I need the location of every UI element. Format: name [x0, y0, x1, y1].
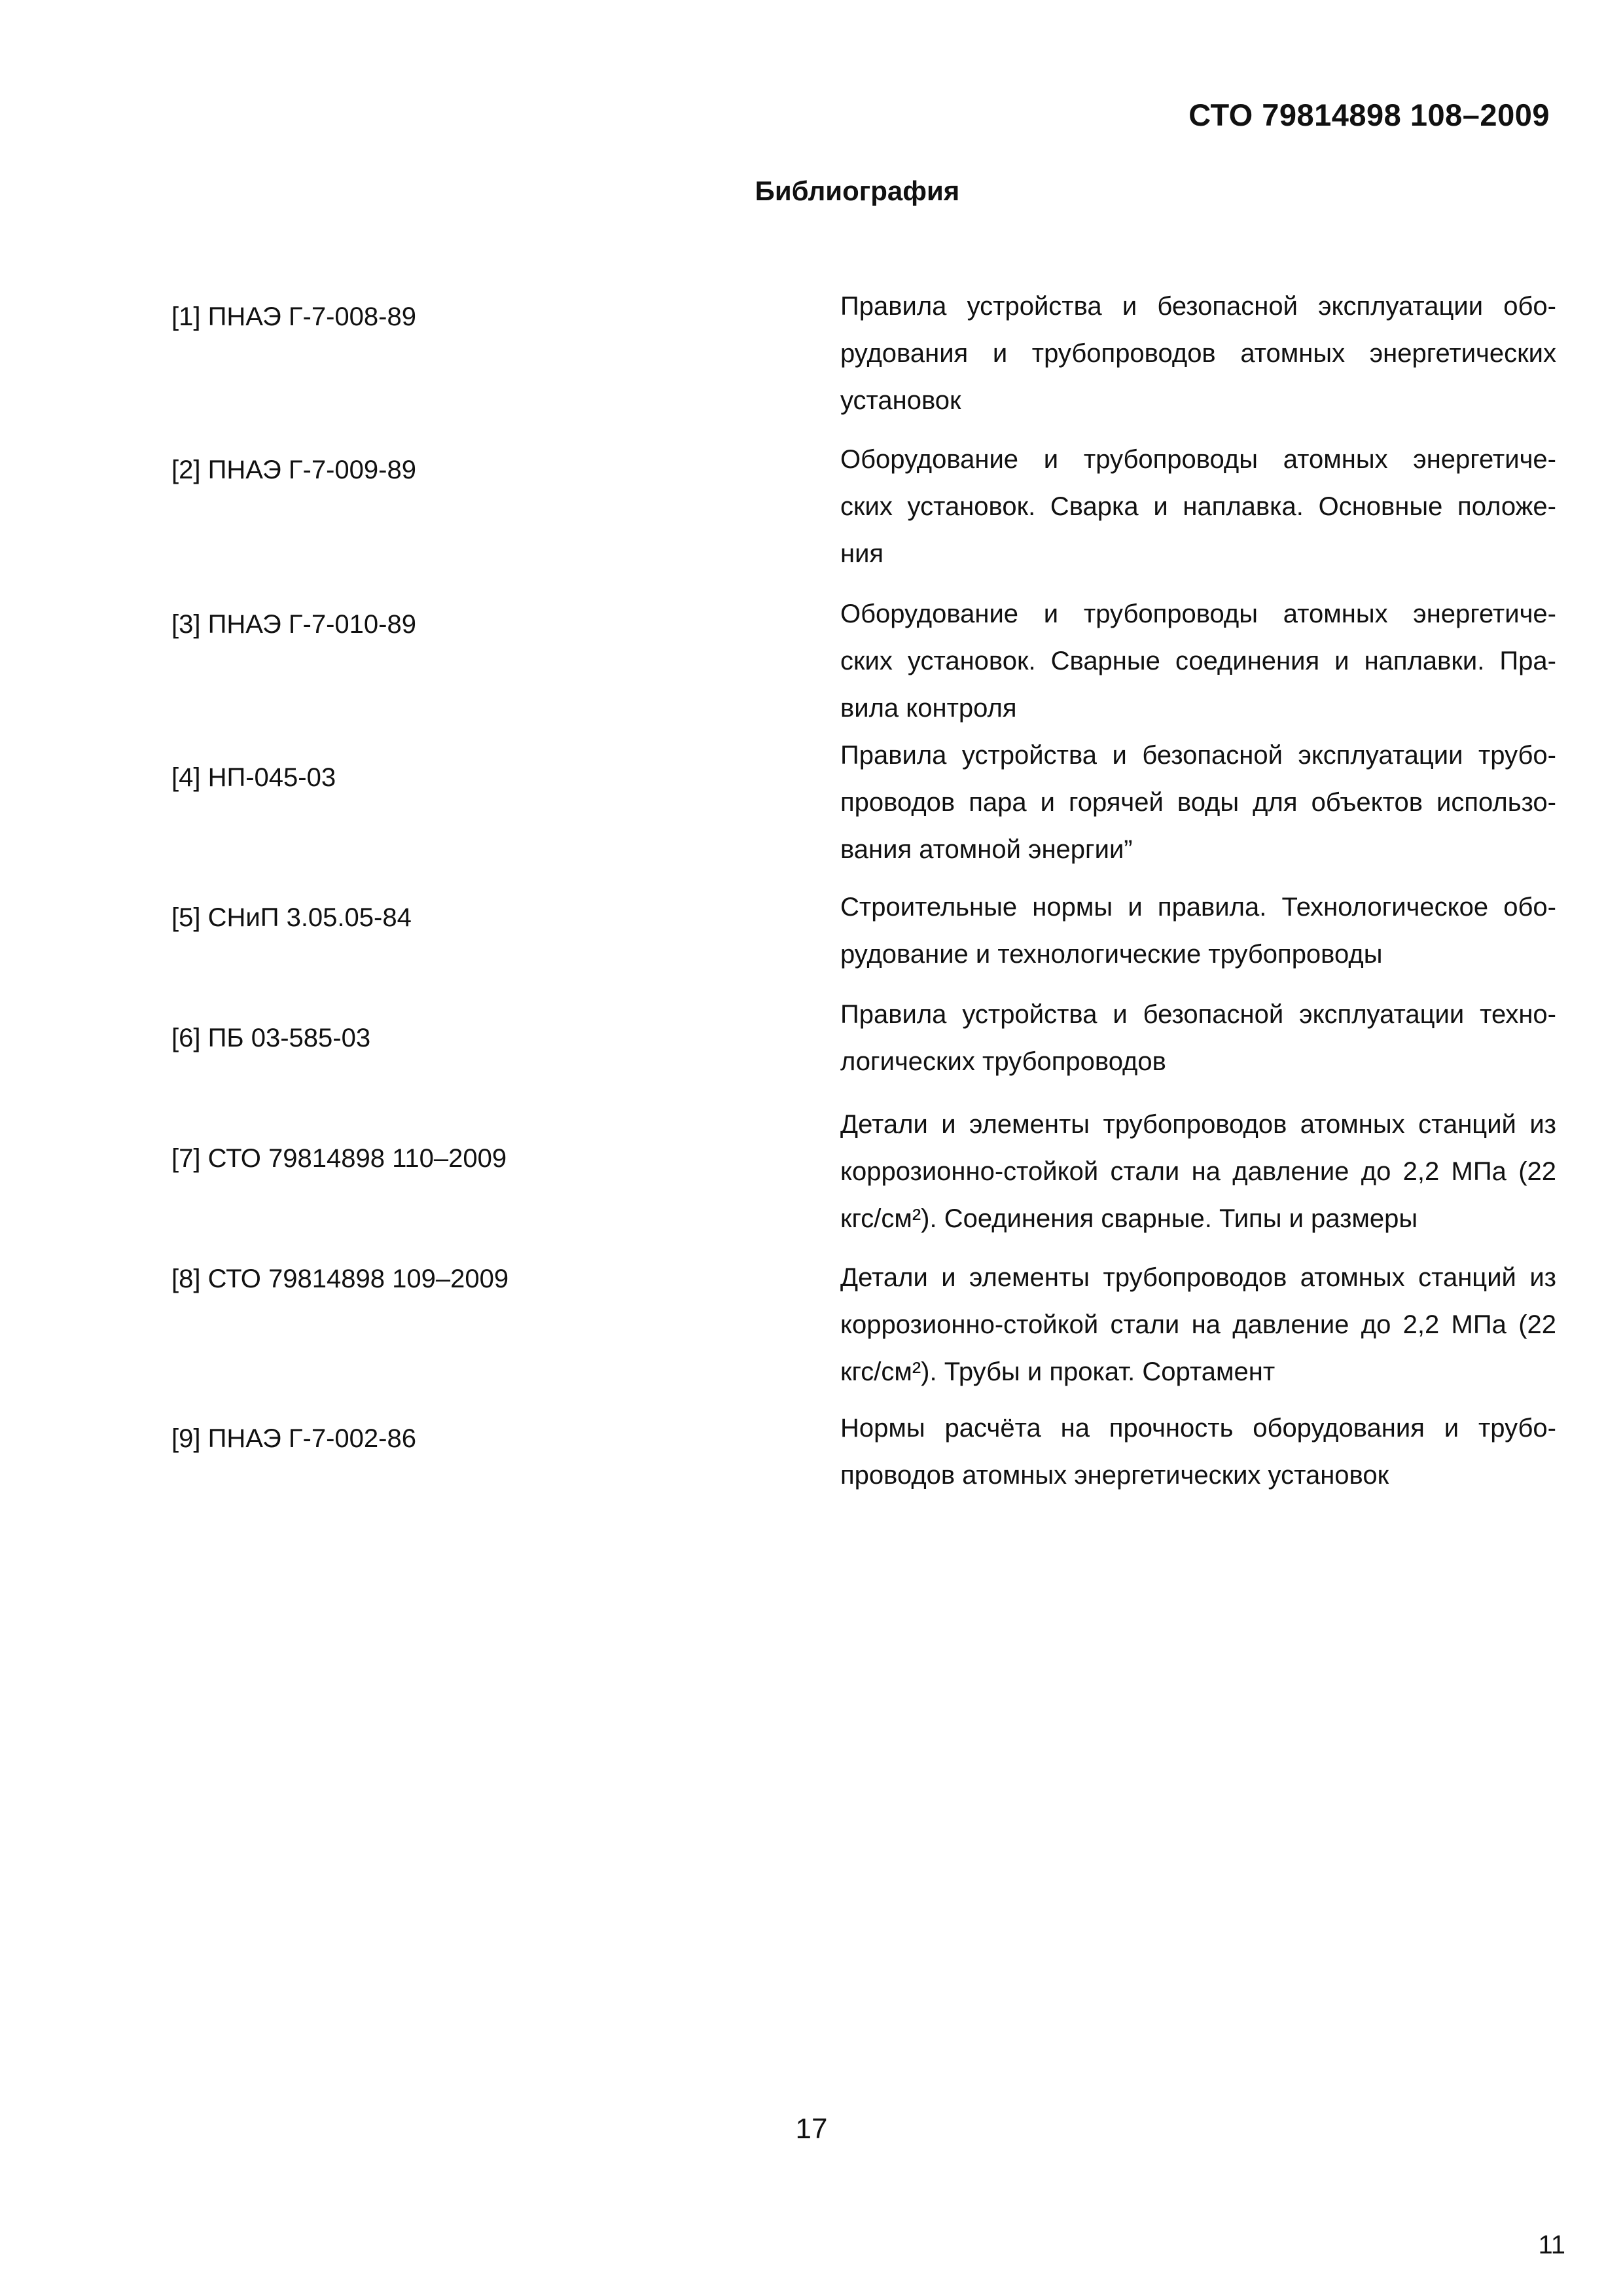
- bibliography-ref: [7] СТО 79814898 110–2009: [171, 1144, 507, 1173]
- description-line: вания атомной энергии”: [840, 835, 1133, 864]
- description-line: рудования и трубопроводов атомных энергетических: [840, 339, 1556, 368]
- description-line: Строительные нормы и правила. Технологическое обо-: [840, 893, 1556, 922]
- description-line: установок: [840, 386, 961, 415]
- description-line: ских установок. Сварные соединения и наплавки. Пра-: [840, 647, 1556, 675]
- description-line: рудование и технологические трубопроводы: [840, 940, 1383, 969]
- description-line: Нормы расчёта на прочность оборудования и трубо-: [840, 1414, 1556, 1443]
- sheet-number: 11: [1538, 2231, 1565, 2259]
- description-line: ских установок. Сварка и наплавка. Основные положе-: [840, 492, 1556, 521]
- description-line: проводов пара и горячей воды для объектов использо-: [840, 788, 1556, 817]
- description-line: Детали и элементы трубопроводов атомных станций из: [840, 1110, 1556, 1139]
- bibliography-description: [840, 436, 1556, 577]
- description-line: логических трубопроводов: [840, 1047, 1166, 1076]
- bibliography-ref: [6] ПБ 03-585-03: [171, 1024, 371, 1052]
- bibliography-ref: [8] СТО 79814898 109–2009: [171, 1265, 509, 1293]
- bibliography-description: [840, 1254, 1556, 1395]
- description-line: Оборудование и трубопроводы атомных энергетиче-: [840, 600, 1556, 628]
- bibliography-ref: [4] НП-045-03: [171, 763, 336, 792]
- bibliography-ref: [9] ПНАЭ Г-7-002-86: [171, 1424, 416, 1453]
- description-line: проводов атомных энергетических установок: [840, 1461, 1389, 1490]
- description-line: Детали и элементы трубопроводов атомных станций из: [840, 1263, 1556, 1292]
- bibliography-description: [840, 590, 1556, 732]
- bibliography-description: [840, 1405, 1556, 1499]
- bibliography-title: Библиография: [755, 175, 960, 206]
- bibliography-description: [840, 732, 1556, 873]
- description-line: Правила устройства и безопасной эксплуатации техно-: [840, 1000, 1556, 1029]
- description-line: Правила устройства и безопасной эксплуатации трубо-: [840, 741, 1556, 770]
- document-code: СТО 79814898 108–2009: [1188, 98, 1550, 132]
- description-line: коррозионно-стойкой стали на давление до 2,2 МПа (22: [840, 1310, 1556, 1339]
- bibliography-ref: [5] СНиП 3.05.05-84: [171, 903, 412, 932]
- description-line: Оборудование и трубопроводы атомных энергетиче-: [840, 445, 1556, 474]
- bibliography-description: [840, 884, 1556, 978]
- description-line: кгс/см²). Трубы и прокат. Сортамент: [840, 1357, 1275, 1386]
- bibliography-ref: [2] ПНАЭ Г-7-009-89: [171, 456, 416, 484]
- description-line: ния: [840, 539, 884, 568]
- bibliography-description: [840, 1101, 1556, 1242]
- bibliography-description: [840, 283, 1556, 424]
- description-line: коррозионно-стойкой стали на давление до 2,2 МПа (22: [840, 1157, 1556, 1186]
- description-line: Правила устройства и безопасной эксплуатации обо-: [840, 292, 1556, 321]
- bibliography-description: [840, 991, 1556, 1085]
- bibliography-ref: [1] ПНАЭ Г-7-008-89: [171, 302, 416, 331]
- description-line: кгс/см²). Соединения сварные. Типы и размеры: [840, 1204, 1418, 1233]
- description-line: вила контроля: [840, 694, 1017, 723]
- bibliography-ref: [3] ПНАЭ Г-7-010-89: [171, 610, 416, 639]
- page-number: 17: [795, 2113, 828, 2145]
